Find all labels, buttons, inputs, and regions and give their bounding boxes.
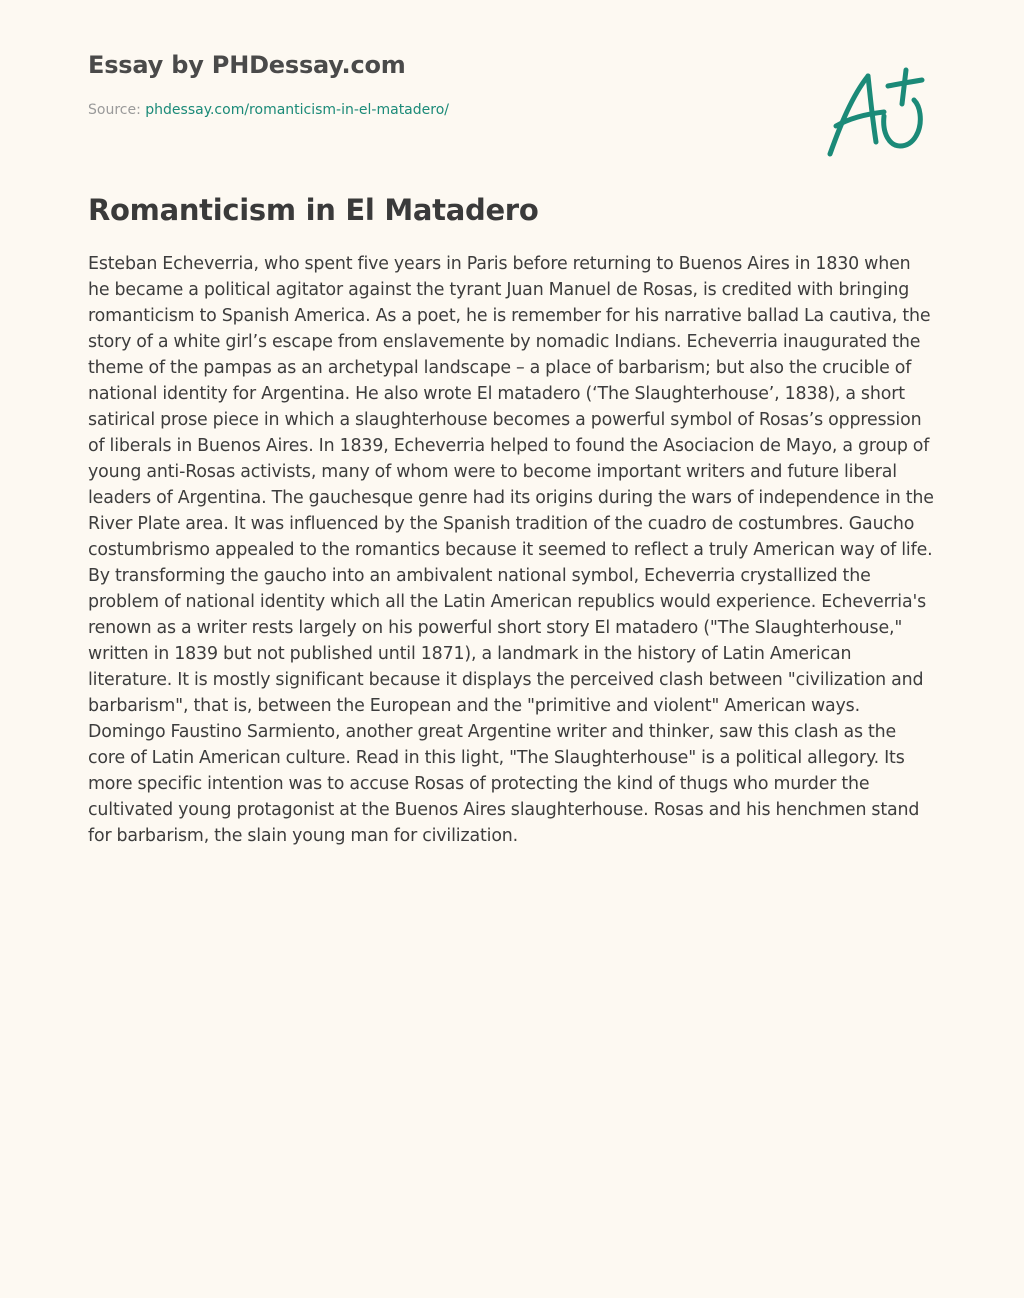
source-link[interactable]: phdessay.com/romanticism-in-el-matadero/	[145, 102, 449, 118]
essay-body: Esteban Echeverria, who spent five years in Paris before returning to Buenos Aires in 1830 when he became a political agitator against the tyrant Juan Manuel de Rosas, is credited with bringing romanticism to Spanish America. As a poet, he is remember for his narrative ballad La cautiva, the story of a white girl’s escape from enslavemente by nomadic Indians. Echeverria inaugurated the theme of the pampas as an archetypal landscape – a place of barbarism; but also the crucible of national identity for Argentina. He also wrote El matadero (‘The Slaughterhouse’, 1838), a short satirical prose piece in which a slaughterhouse becomes a powerful symbol of Rosas’s oppression of liberals in Buenos Aires. In 1839, Echeverria helped to found the Asociacion de Mayo, a group of young anti-Rosas activists, many of whom were to become important writers and future liberal leaders of Argentina. The gauchesque genre had its origins during the wars of independence in the River Plate area. It was influenced by the Spanish tradition of the cuadro de costumbres. Gaucho costumbrismo appealed to the romantics because it seemed to reflect a truly American way of life. By transforming the gaucho into an ambivalent national symbol, Echeverria crystallized the problem of national identity which all the Latin American republics would experience. Echeverria's renown as a writer rests largely on his powerful short story El matadero ("The Slaughterhouse," written in 1839 but not published until 1871), a landmark in the history of Latin American literature. It is mostly significant because it displays the perceived clash between "civilization and barbarism", that is, between the European and the "primitive and violent" American ways. Domingo Faustino Sarmiento, another great Argentine writer and thinker, saw this clash as the core of Latin American culture. Read in this light, "The Slaughterhouse" is a political allegory. Its more specific intention was to accuse Rosas of protecting the kind of thugs who murder the cultivated young protagonist at the Buenos Aires slaughterhouse. Rosas and his henchmen stand for barbarism, the slain young man for civilization.	[88, 254, 934, 846]
source-line	[88, 100, 788, 120]
essay-title: Romanticism in El Matadero	[88, 193, 539, 227]
source-label: Source:	[88, 102, 141, 118]
site-title: Essay by PHDessay.com	[88, 51, 406, 79]
a-plus-logo-icon	[822, 64, 930, 160]
header	[88, 48, 788, 120]
